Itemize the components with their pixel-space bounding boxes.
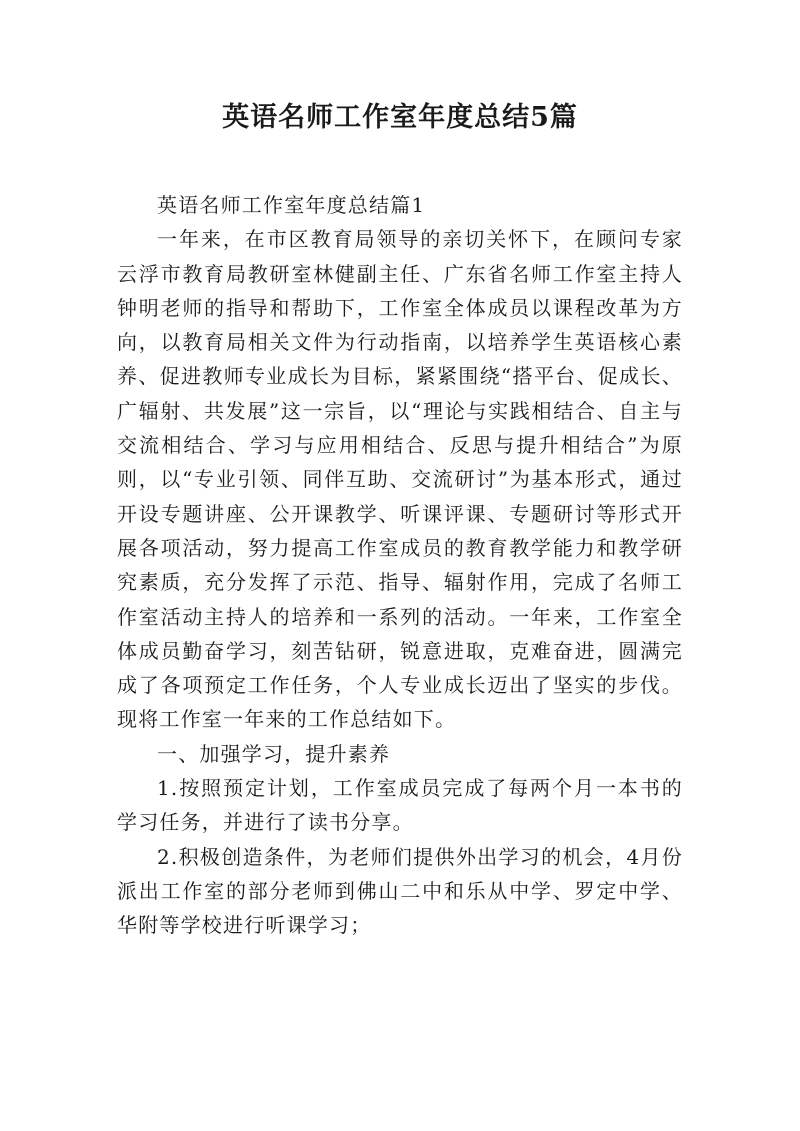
list-item: 1.按照预定计划，工作室成员完成了每两个月一本书的学习任务，并进行了读书分享。 — [117, 776, 683, 835]
document-title: 英语名师工作室年度总结5篇 — [222, 102, 578, 133]
section-title: 英语名师工作室年度总结篇1 — [157, 193, 426, 217]
body-paragraph: 一年来，在市区教育局领导的亲切关怀下，在顾问专家云浮市教育局教研室林健副主任、广东省名师工作室主持人钟明老师的指导和帮助下，工作室全体成员以课程改革为方向，以教育局相关文件为行动指南，以培养学生英语核心素养、促进教师专业成长为目标，紧紧围绕“搭平台、促成长、广辐射、共发展”这一宗旨，以“理论与实践相结合、自主与交流相结合、学习与应用相结合、反思与提升相结合”为原则，以“专业引领、同伴互助、交流研讨”为基本形式，通过开设专题讲座、公开课教学、听课评课、专题研讨等形式开展各项活动，努力提高工作室成员的教育教学能力和教学研究素质，充分发挥了示范、指导、辐射作用，完成了名师工作室活动主持人的培养和一系列的活动。一年来，工作室全体成员勤奋学习，刻苦钻研，锐意进取，克难奋进，圆满完成了各项预定工作任务，个人专业成长迈出了坚实的步伐。现将工作室一年来的工作总结如下。 — [117, 227, 683, 732]
section-heading: 一、加强学习，提升素养 — [157, 741, 391, 766]
list-item: 2.积极创造条件，为老师们提供外出学习的机会，4月份派出工作室的部分老师到佛山二中和乐从中学、罗定中学、华附等学校进行听课学习； — [117, 844, 683, 938]
document-body — [117, 188, 683, 943]
